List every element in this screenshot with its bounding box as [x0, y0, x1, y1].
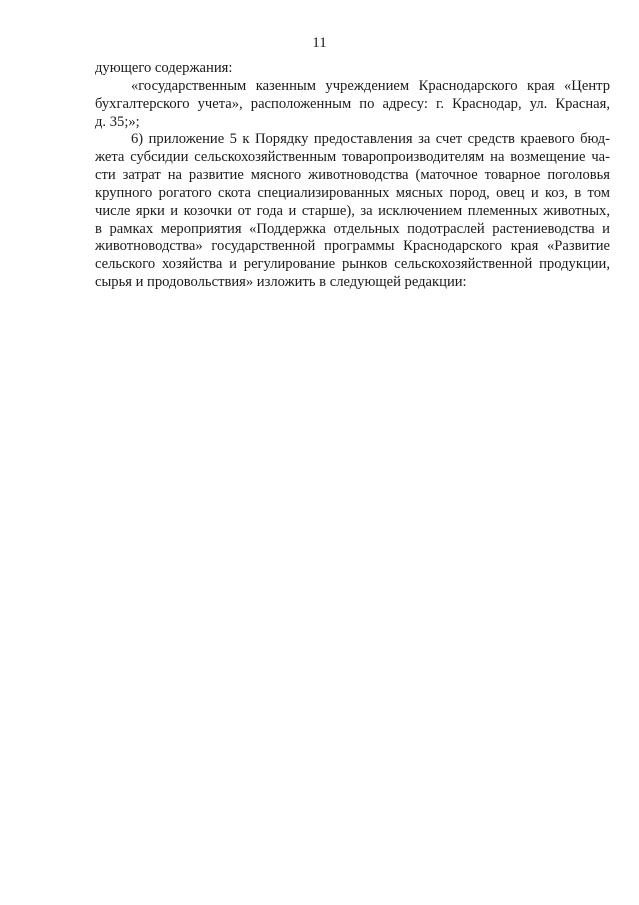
text-line: д. 35;»;: [95, 113, 140, 130]
text-line: бухгалтерского учета», расположенным по адресу: г. Краснодар, ул. Красная,: [95, 95, 610, 112]
text-line: «государственным казенным учреждением Краснодарского края «Центр: [131, 77, 610, 94]
text-line: числе ярки и козочки от года и старше), за исключением племенных животных,: [95, 202, 610, 219]
paragraph-intro: [95, 60, 610, 78]
text-line: жета субсидии сельскохозяйственным товаропроизводителям на возмещение ча-: [95, 149, 610, 166]
text-line: 6) приложение 5 к Порядку предоставления за счет средств краевого бюд-: [131, 131, 610, 148]
text-line: сырья и продовольствия» изложить в следующей редакции:: [95, 274, 467, 291]
text-line: сти затрат на развитие мясного животноводства (маточное товарное поголовья: [95, 167, 610, 184]
text-line: сельского хозяйства и регулирование рынков сельскохозяйственной продукции,: [95, 256, 610, 273]
paragraph-item-6: [95, 131, 610, 292]
page-number: 11: [312, 35, 327, 51]
text-line: животноводства» государственной программы Краснодарского края «Развитие: [95, 238, 610, 255]
text-line: в рамках мероприятия «Поддержка отдельных подотраслей растениеводства и: [95, 220, 610, 237]
text-line: дующего содержания:: [95, 60, 233, 76]
paragraph-quote: [95, 78, 610, 132]
text-line: крупного рогатого скота специализированных мясных пород, овец и коз, в том: [95, 184, 610, 201]
document-body: [95, 60, 610, 292]
